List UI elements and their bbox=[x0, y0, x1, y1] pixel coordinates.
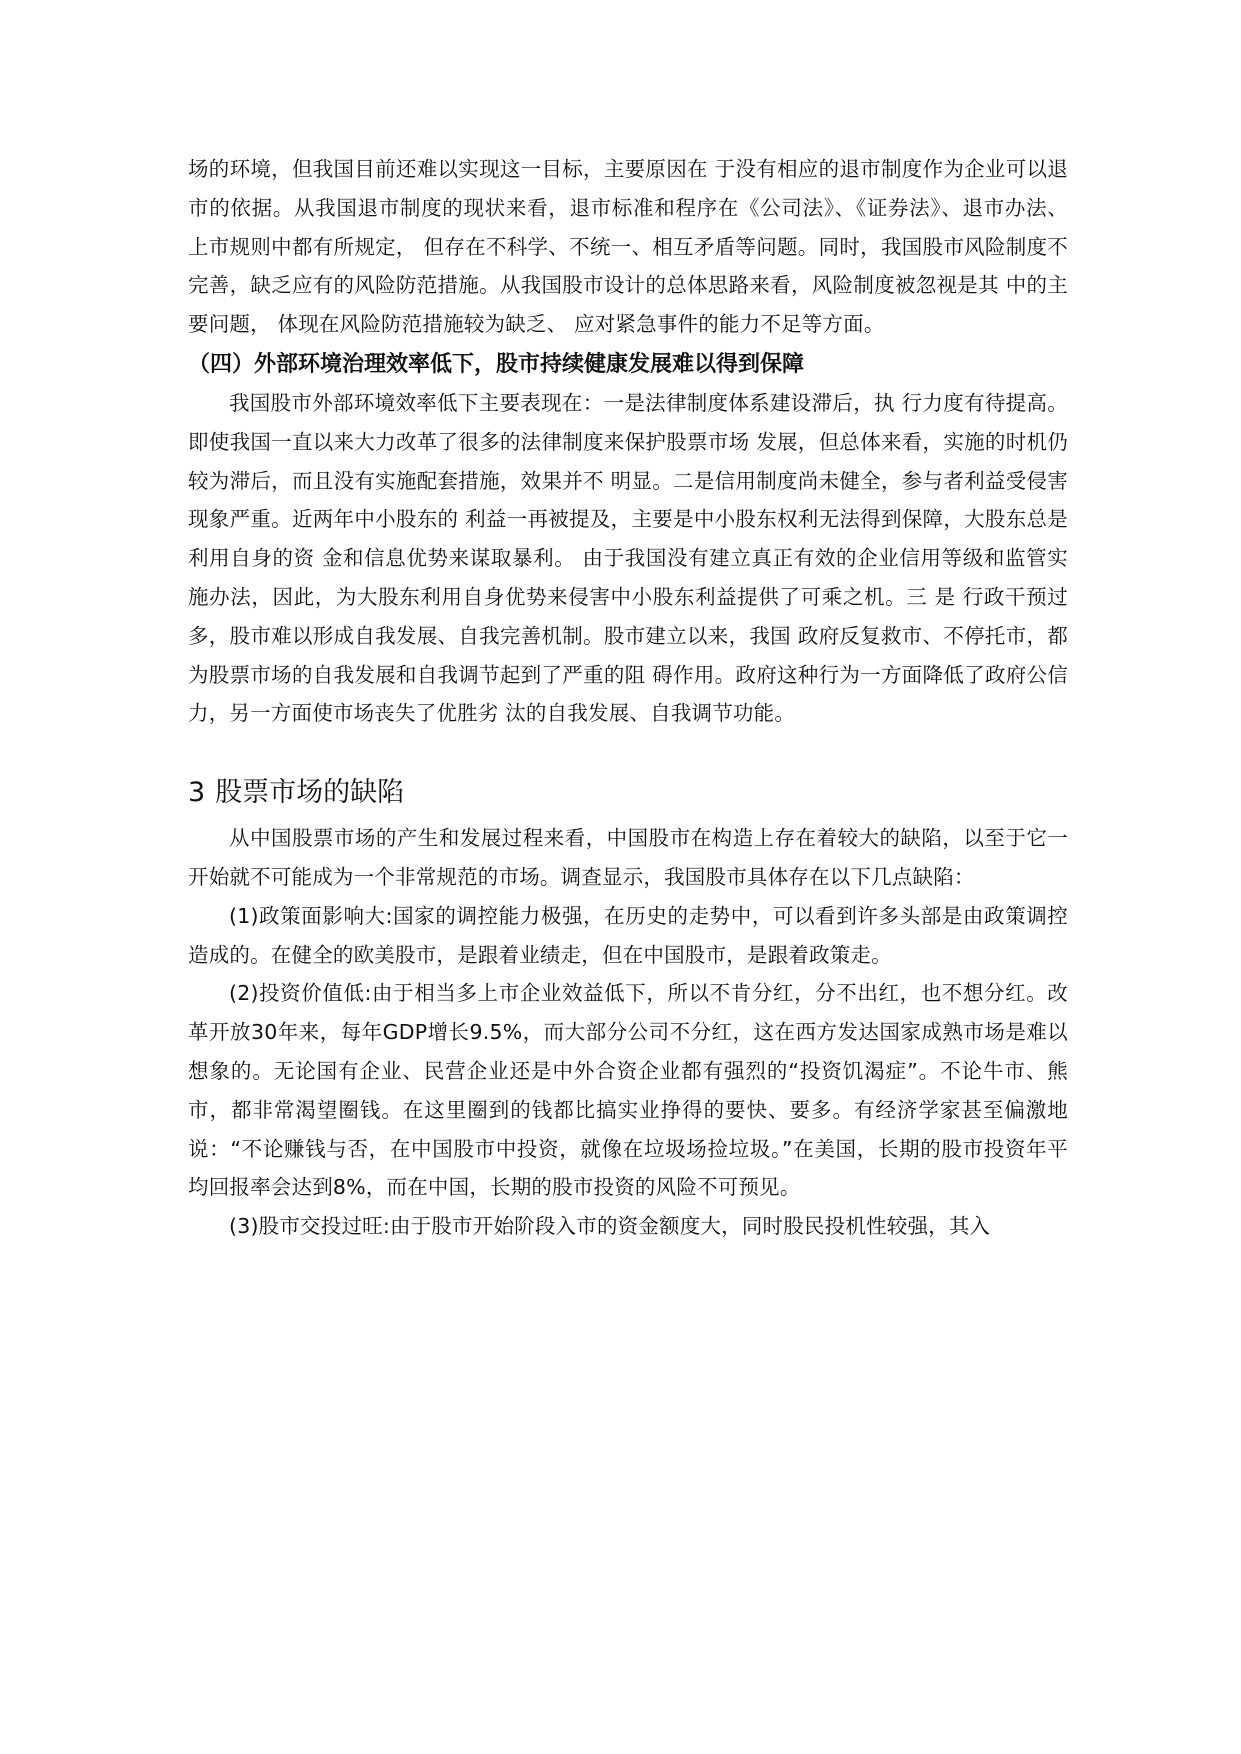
section-heading-3 bbox=[188, 773, 1068, 813]
defect-item-2: (2)投资价值低:由于相当多上市企业效益低下，所以不肯分红，分不出红，也不想分红。改革开放30年来，每年GDP增长9.5%，而大部分公司不分红，这在西方发达国家成熟市场是难以想象的。无论国有企业、民营企业还是中外合资企业都有强烈的“投资饥渴症”。不论牛市、熊市，都非常渴望圈钱。在这里圈到的钱都比搞实业挣得的要快、要多。有经济学家甚至偏激地说：“不论赚钱与否，在中国股市中投资，就像在垃圾场捡垃圾。”在美国，长期的股市投资年平均回报率会达到8%，而在中国，长期的股市投资的风险不可预见。 bbox=[188, 981, 1068, 1200]
defect-item-1: (1)政策面影响大:国家的调控能力极强，在历史的走势中，可以看到许多头部是由政策调控造成的。在健全的欧美股市，是跟着业绩走，但在中国股市，是跟着政策走。 bbox=[188, 903, 1068, 967]
section-number: 3 bbox=[188, 777, 206, 809]
defect-item-3: (3)股市交投过旺:由于股市开始阶段入市的资金额度大，同时股民投机性较强，其入 bbox=[229, 1214, 991, 1239]
section-3-intro: 从中国股票市场的产生和发展过程来看，中国股市在构造上存在着较大的缺陷，以至于它一开始就不可能成为一个非常规范的市场。调查显示，我国股市具体存在以下几点缺陷： bbox=[188, 826, 1068, 889]
section-heading-4: （四）外部环境治理效率低下，股市持续健康发展难以得到保障 bbox=[188, 351, 805, 377]
section-4-body: 我国股市外部环境效率低下主要表现在：一是法律制度体系建设滞后，执 行力度有待提高。 即使我国一直以来大力改革了很多的法律制度来保护股票市场 发展，但总体来看，实施的时机仍较为滞后，而且没有实施配套措施，效果并不 明显。二是信用制度尚未健全，参与者利益受侵害现象严重。近两年中小股东的 利益一再被提及，主要是中小股东权利无法得到保障，大股东总是利用自身的资 金和信息优势来谋取暴利。 由于我国没有建立真正有效的企业信用等级和监管实 施办法，因此，为大股东利用自身优势来侵害中小股东利益提供了可乘之机。三 是 行政干预过多，股市难以形成自我发展、自我完善机制。股市建立以来，我国 政府反复救市、不停托市，都为股票市场的自我发展和自我调节起到了严重的阻 碍作用。政府这种行为一方面降低了政府公信力，另一方面使市场丧失了优胜劣 汰的自我发展、自我调节功能。 bbox=[188, 390, 1068, 726]
paragraph-continued: 场的环境，但我国目前还难以实现这一目标，主要原因在 于没有相应的退市制度作为企业可以退市的依据。从我国退市制度的现状来看，退市标准和程序在《公司法》、《证券法》、退市办法、上市规则中都有所规定， 但存在不科学、不统一、相互矛盾等问题。同时，我国股市风险制度不完善，缺乏应有的风险防范措施。从我国股市设计的总体思路来看，风险制度被忽视是其 中的主要问题， 体现在风险防范措施较为缺乏、 应对紧急事件的能力不足等方面。 bbox=[188, 157, 1068, 337]
document-page bbox=[188, 150, 1068, 1246]
section-title: 股票市场的缺陷 bbox=[215, 777, 405, 809]
